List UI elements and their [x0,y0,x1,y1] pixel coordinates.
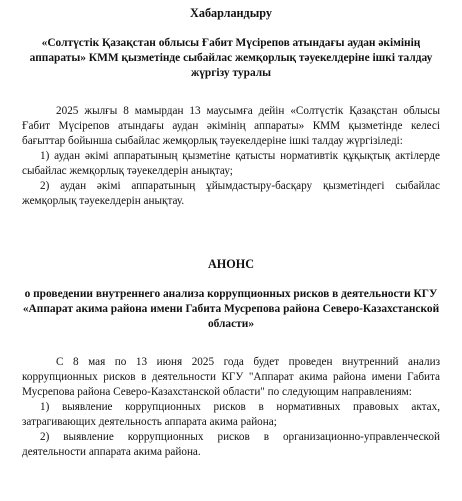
russian-item-1: 1) выявление коррупционных рисков в нормативных правовых актах, затрагивающих деятельность аппарата акима района; [22,401,440,428]
russian-heading: АНОНС [207,257,255,271]
kazakh-item-1: 1) аудан әкімі аппаратының қызметіне қатысты нормативтік құқықтық актілерде сыбайлас жемқорлық тәуекелдерін анықтау; [22,150,440,177]
russian-subtitle: о проведении внутреннего анализа коррупционных рисков в деятельности КГУ «Аппарат акима района имени Габита Мусрепова района Северо-Казахстанской области» [22,288,440,330]
kazakh-intro-paragraph: 2025 жылғы 8 мамырдан 13 маусымға дейін «Солтүстік Қазақстан облысы Ғабит Мүсірепов атындағы аудан әкімінің аппараты» КММ қызметінде келесі бағыттар бойынша сыбайлас жемқорлық тәуекелдеріне ішкі талдау жүргізіледі: [22,105,440,147]
russian-item-2: 2) выявление коррупционных рисков в организационно-управленческой деятельности аппарата акима района. [22,431,440,458]
kazakh-announcement [22,6,440,209]
kazakh-item-2: 2) аудан әкімі аппаратының ұйымдастыру-басқару қызметіндегі сыбайлас жемқорлық тәуекелдерін анықтау. [22,180,440,207]
kazakh-heading: Хабарландыру [190,6,272,20]
russian-announcement [22,257,440,460]
russian-intro-paragraph: С 8 мая по 13 июня 2025 года будет проведен внутренний анализ коррупционных рисков в деятельности КГУ "Аппарат акима района имени Габита Мусрепова района Северо-Казахстанской области" по следующим направлениям: [22,356,440,398]
kazakh-subtitle: «Солтүстік Қазақстан облысы Ғабит Мүсірепов атындағы аудан әкімінің аппараты» КММ қызметінде сыбайлас жемқорлық тәуекелдеріне ішкі талдау жүргізу туралы [29,37,433,79]
